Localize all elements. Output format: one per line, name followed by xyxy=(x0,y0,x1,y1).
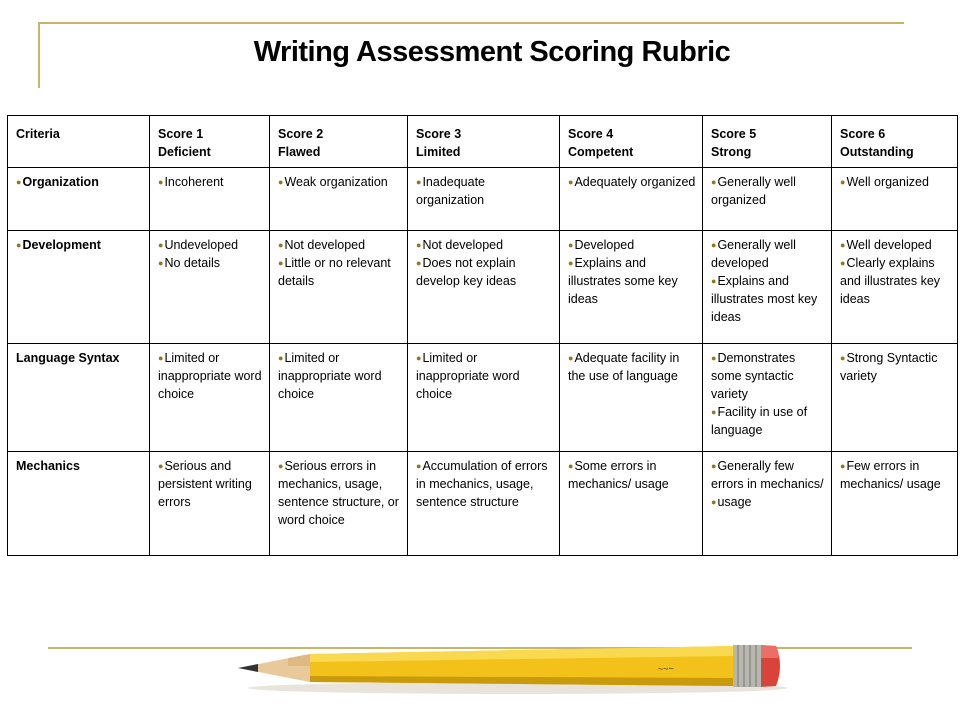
rubric-cell: ●Demonstrates some syntactic variety ●Facility in use of language xyxy=(703,344,832,452)
bullet-icon: ● xyxy=(416,461,422,471)
bullet-icon: ● xyxy=(711,407,717,417)
rubric-cell: ●Weak organization xyxy=(270,168,408,231)
bullet-icon: ● xyxy=(840,258,846,268)
criterion-cell: ●Organization xyxy=(8,168,150,231)
bullet-icon: ● xyxy=(278,258,284,268)
rubric-cell: ●Limited or inappropriate word choice xyxy=(408,344,560,452)
bullet-icon: ● xyxy=(416,177,422,187)
rubric-cell: ●Adequate facility in the use of language xyxy=(560,344,703,452)
rubric-cell: ●Some errors in mechanics/ usage xyxy=(560,452,703,556)
rubric-cell: ●Well organized xyxy=(832,168,958,231)
bullet-icon: ● xyxy=(278,353,284,363)
bullet-icon: ● xyxy=(568,353,574,363)
bullet-icon: ● xyxy=(568,461,574,471)
rubric-cell: ●Serious and persistent writing errors xyxy=(150,452,270,556)
table-row xyxy=(8,452,958,556)
table-row xyxy=(8,231,958,344)
rubric-cell: ●Limited or inappropriate word choice xyxy=(150,344,270,452)
rubric-cell: ●Serious errors in mechanics, usage, sentence structure, or word choice xyxy=(270,452,408,556)
bullet-icon: ● xyxy=(711,461,717,471)
bullet-icon: ● xyxy=(278,177,284,187)
page-title: Writing Assessment Scoring Rubric xyxy=(253,36,731,68)
criterion-cell: ●Development xyxy=(8,231,150,344)
bullet-icon: ● xyxy=(840,240,846,250)
rubric-cell: ●Undeveloped ●No details xyxy=(150,231,270,344)
rubric-cell: ●Adequately organized xyxy=(560,168,703,231)
bullet-icon: ● xyxy=(278,240,284,250)
bullet-icon: ● xyxy=(711,240,717,250)
bullet-icon: ● xyxy=(568,177,574,187)
rubric-cell: ●Generally few errors in mechanics/ ●usage xyxy=(703,452,832,556)
bullet-icon: ● xyxy=(711,177,717,187)
rubric-cell: ●Accumulation of errors in mechanics, usage, sentence structure xyxy=(408,452,560,556)
bullet-icon: ● xyxy=(158,461,164,471)
pencil-illustration xyxy=(228,632,788,702)
rubric-cell: ●Developed ●Explains and illustrates some key ideas xyxy=(560,231,703,344)
bullet-icon: ● xyxy=(711,497,717,507)
rubric-cell: ●Not developed ●Does not explain develop key ideas xyxy=(408,231,560,344)
header-score-4: Score 4 Competent xyxy=(560,116,703,168)
rubric-cell: ●Generally well organized xyxy=(703,168,832,231)
bullet-icon: ● xyxy=(158,353,164,363)
rubric-cell: ●Limited or inappropriate word choice xyxy=(270,344,408,452)
header-score-1: Score 1 Deficient xyxy=(150,116,270,168)
table-row xyxy=(8,344,958,452)
criterion-cell: Mechanics xyxy=(8,452,150,556)
rubric-cell: ●Incoherent xyxy=(150,168,270,231)
bullet-icon: ● xyxy=(416,353,422,363)
header-score-6: Score 6 Outstanding xyxy=(832,116,958,168)
header-criteria: Criteria xyxy=(8,116,150,168)
bullet-icon: ● xyxy=(416,258,422,268)
bullet-icon: ● xyxy=(158,177,164,187)
criterion-cell: Language Syntax xyxy=(8,344,150,452)
bullet-icon: ● xyxy=(16,240,22,250)
rubric-cell: ●Strong Syntactic variety xyxy=(832,344,958,452)
bullet-icon: ● xyxy=(840,461,846,471)
bullet-icon: ● xyxy=(16,177,22,187)
svg-text:~~~: ~~~ xyxy=(657,663,674,674)
bullet-icon: ● xyxy=(568,258,574,268)
header-score-5: Score 5 Strong xyxy=(703,116,832,168)
top-decorative-line xyxy=(38,22,904,24)
table-header-row xyxy=(8,116,958,168)
bullet-icon: ● xyxy=(158,258,164,268)
table-row xyxy=(8,168,958,231)
rubric-table xyxy=(7,115,958,556)
bullet-icon: ● xyxy=(568,240,574,250)
rubric-cell: ●Well developed ●Clearly explains and illustrates key ideas xyxy=(832,231,958,344)
bullet-icon: ● xyxy=(158,240,164,250)
rubric-cell: ●Inadequate organization xyxy=(408,168,560,231)
bullet-icon: ● xyxy=(711,276,717,286)
bullet-icon: ● xyxy=(711,353,717,363)
bullet-icon: ● xyxy=(278,461,284,471)
rubric-cell: ●Few errors in mechanics/ usage xyxy=(832,452,958,556)
header-score-2: Score 2 Flawed xyxy=(270,116,408,168)
bullet-icon: ● xyxy=(840,177,846,187)
rubric-cell: ●Generally well developed ●Explains and illustrates most key ideas xyxy=(703,231,832,344)
bullet-icon: ● xyxy=(416,240,422,250)
bullet-icon: ● xyxy=(840,353,846,363)
header-score-3: Score 3 Limited xyxy=(408,116,560,168)
rubric-cell: ●Not developed ●Little or no relevant details xyxy=(270,231,408,344)
